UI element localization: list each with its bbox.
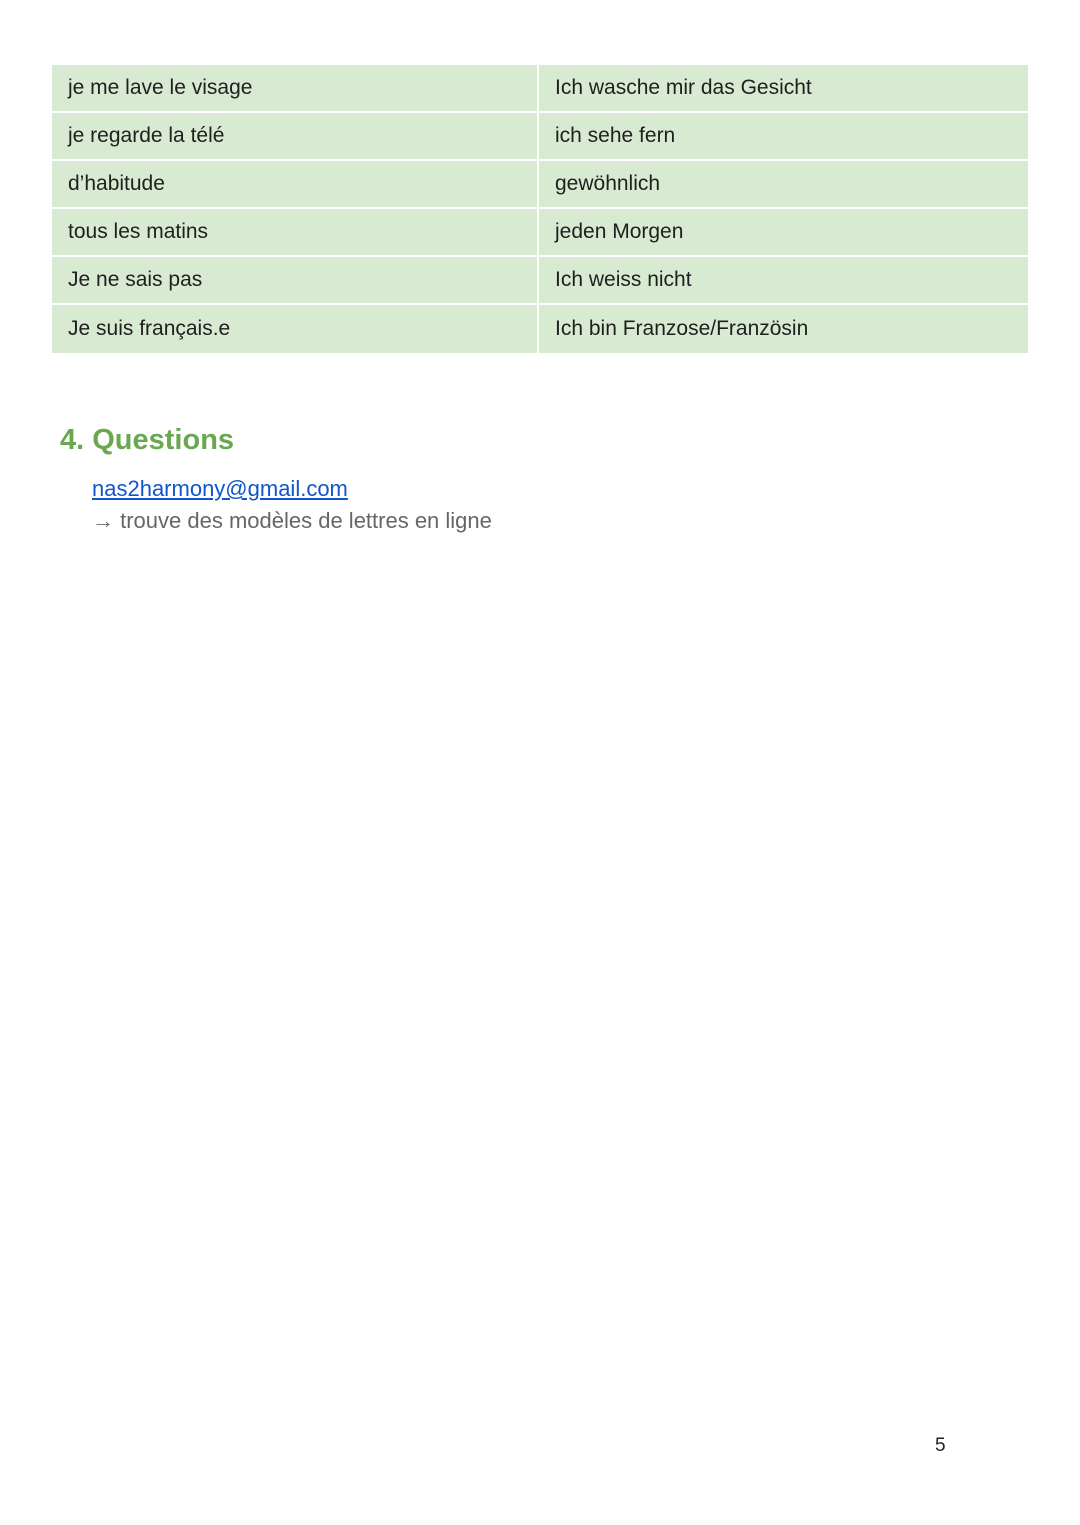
vocabulary-table [52, 65, 1028, 353]
table-row [52, 257, 1028, 305]
french-phrase: je regarde la télé [52, 113, 539, 161]
german-translation: ich sehe fern [539, 113, 1028, 161]
german-translation: Ich weiss nicht [539, 257, 1028, 305]
french-phrase: je me lave le visage [52, 65, 539, 113]
german-translation: Ich wasche mir das Gesicht [539, 65, 1028, 113]
table-row [52, 209, 1028, 257]
french-phrase: Je suis français.e [52, 305, 539, 353]
table-row [52, 65, 1028, 113]
table-row [52, 161, 1028, 209]
french-phrase: d’habitude [52, 161, 539, 209]
email-link[interactable]: nas2harmony@gmail.com [92, 476, 348, 501]
section-title-questions: 4. Questions [60, 424, 235, 456]
table-row [52, 113, 1028, 161]
german-translation: gewöhnlich [539, 161, 1028, 209]
french-phrase: tous les matins [52, 209, 539, 257]
page-number: 5 [935, 1435, 946, 1456]
german-translation: jeden Morgen [539, 209, 1028, 257]
note-text: → trouve des modèles de lettres en ligne [92, 508, 492, 533]
table-row [52, 305, 1028, 353]
german-translation: Ich bin Franzose/Französin [539, 305, 1028, 353]
french-phrase: Je ne sais pas [52, 257, 539, 305]
